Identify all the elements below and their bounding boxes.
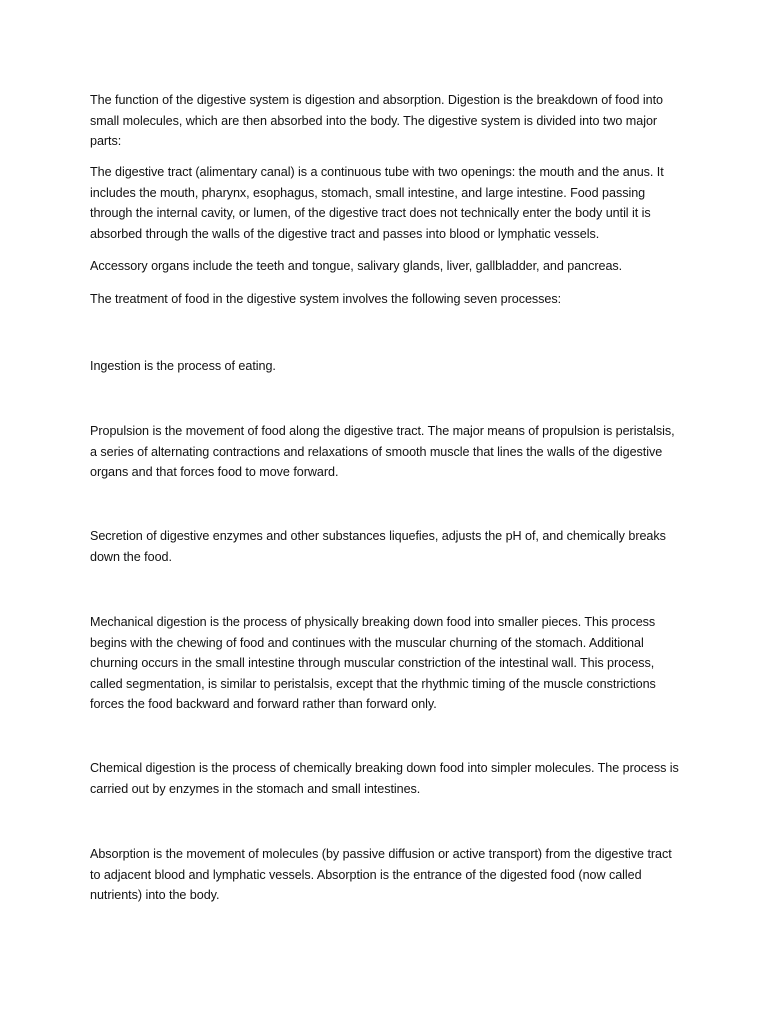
digestive-tract-paragraph: The digestive tract (alimentary canal) is a continuous tube with two openings: the mouth and the anus. It includes the mouth, pharynx, esophagus, stomach, small intestine, and large intestine. Food passing through the internal cavity, or lumen, of the digestive tract does not technically enter the body until it is absorbed through the walls of the digestive tract and passes into blood or lymphatic vessels. <box>90 165 664 241</box>
chemical-digestion-paragraph: Chemical digestion is the process of chemically breaking down food into simpler molecules. The process is carried out by enzymes in the stomach and small intestines. <box>90 761 679 796</box>
propulsion-paragraph: Propulsion is the movement of food along the digestive tract. The major means of propulsion is peristalsis, a series of alternating contractions and relaxations of smooth muscle that lines the walls of the digestive organs and that forces food to move forward. <box>90 424 675 479</box>
accessory-organs-paragraph: Accessory organs include the teeth and tongue, salivary glands, liver, gallbladder, and pancreas. <box>90 259 623 273</box>
processes-intro-paragraph: The treatment of food in the digestive system involves the following seven processes: <box>90 292 562 306</box>
intro-paragraph: The function of the digestive system is digestion and absorption. Digestion is the breakdown of food into small molecules, which are then absorbed into the body. The digestive system is divided into two major parts: <box>90 93 664 148</box>
ingestion-paragraph: Ingestion is the process of eating. <box>90 359 276 373</box>
mechanical-digestion-paragraph: Mechanical digestion is the process of physically breaking down food into smaller pieces. This process begins with the chewing of food and continues with the muscular churning of the stomach. Additional churning occurs in the small intestine through muscular constriction of the intestinal wall. This process, called segmentation, is similar to peristalsis, except that the rhythmic timing of the muscle constrictions forces the food backward and forward rather than forward only. <box>90 615 656 711</box>
secretion-paragraph: Secretion of digestive enzymes and other substances liquefies, adjusts the pH of, and chemically breaks down the food. <box>90 529 666 564</box>
absorption-paragraph: Absorption is the movement of molecules (by passive diffusion or active transport) from the digestive tract to adjacent blood and lymphatic vessels. Absorption is the entrance of the digested food (now called nutrients) into the body. <box>90 847 672 902</box>
